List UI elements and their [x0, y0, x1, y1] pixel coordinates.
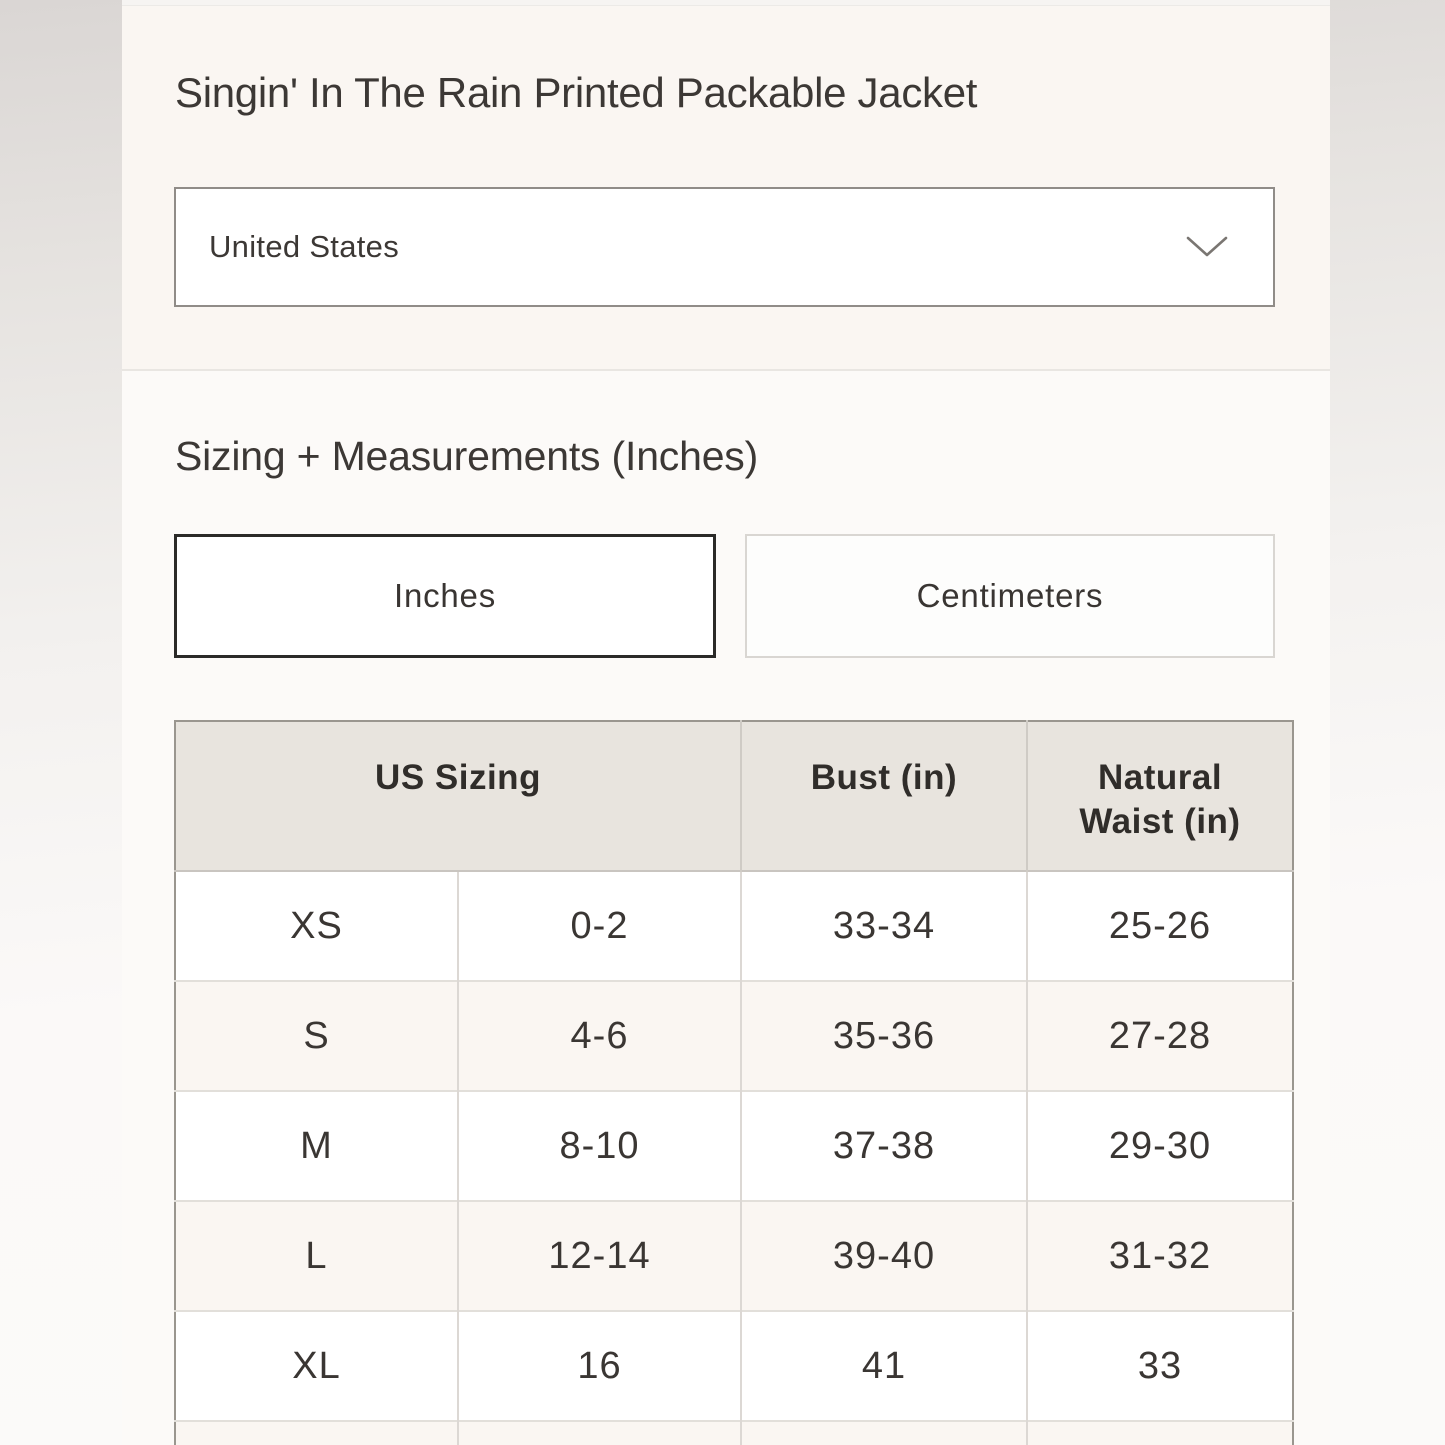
- table-row: [175, 1091, 1293, 1201]
- table-cell-us_size: 0-2: [458, 871, 741, 981]
- column-header-bust: Bust (in): [741, 721, 1027, 871]
- table-row: [175, 871, 1293, 981]
- table-cell-natural_waist_in: 27-28: [1027, 981, 1293, 1091]
- table-cell-empty: [175, 1421, 458, 1445]
- country-selector-dropdown[interactable]: [174, 187, 1275, 307]
- panel-top-edge: [122, 0, 1330, 6]
- country-selector-value: United States: [209, 229, 400, 264]
- column-header-natural-waist: Natural Waist (in): [1027, 721, 1293, 871]
- table-cell-us_size: 16: [458, 1311, 741, 1421]
- table-cell-size: XL: [175, 1311, 458, 1421]
- table-cell-us_size: 4-6: [458, 981, 741, 1091]
- table-cell-natural_waist_in: 33: [1027, 1311, 1293, 1421]
- product-title: Singin' In The Rain Printed Packable Jacket: [175, 69, 978, 116]
- centimeters-toggle-button[interactable]: Centimeters: [745, 534, 1275, 658]
- table-cell-empty: [741, 1421, 1027, 1445]
- table-cell-bust_in: 39-40: [741, 1201, 1027, 1311]
- table-header-row: [175, 721, 1293, 871]
- table-cell-us_size: 8-10: [458, 1091, 741, 1201]
- table-row: [175, 981, 1293, 1091]
- table-cell-size: XS: [175, 871, 458, 981]
- table-row: [175, 1311, 1293, 1421]
- table-cell-empty: [1027, 1421, 1293, 1445]
- table-cell-size: S: [175, 981, 458, 1091]
- table-cell-bust_in: 33-34: [741, 871, 1027, 981]
- column-header-us-sizing: US Sizing: [175, 721, 741, 871]
- table-row: [175, 1201, 1293, 1311]
- table-cell-natural_waist_in: 25-26: [1027, 871, 1293, 981]
- chevron-down-icon: [1185, 235, 1229, 259]
- product-header-section: [122, 0, 1330, 371]
- sizing-heading: Sizing + Measurements (Inches): [175, 433, 759, 479]
- table-cell-size: L: [175, 1201, 458, 1311]
- table-cell-size: M: [175, 1091, 458, 1201]
- table-cell-us_size: 12-14: [458, 1201, 741, 1311]
- table-row-partial: [175, 1421, 1293, 1445]
- table-cell-natural_waist_in: 31-32: [1027, 1201, 1293, 1311]
- size-table-body: [175, 871, 1293, 1445]
- inches-toggle-button[interactable]: Inches: [174, 534, 716, 658]
- size-chart-table: [174, 720, 1294, 1445]
- table-cell-bust_in: 35-36: [741, 981, 1027, 1091]
- size-guide-panel: [122, 0, 1330, 1445]
- table-cell-bust_in: 41: [741, 1311, 1027, 1421]
- table-cell-bust_in: 37-38: [741, 1091, 1027, 1201]
- table-cell-empty: [458, 1421, 741, 1445]
- sizing-section: [122, 371, 1330, 1445]
- table-cell-natural_waist_in: 29-30: [1027, 1091, 1293, 1201]
